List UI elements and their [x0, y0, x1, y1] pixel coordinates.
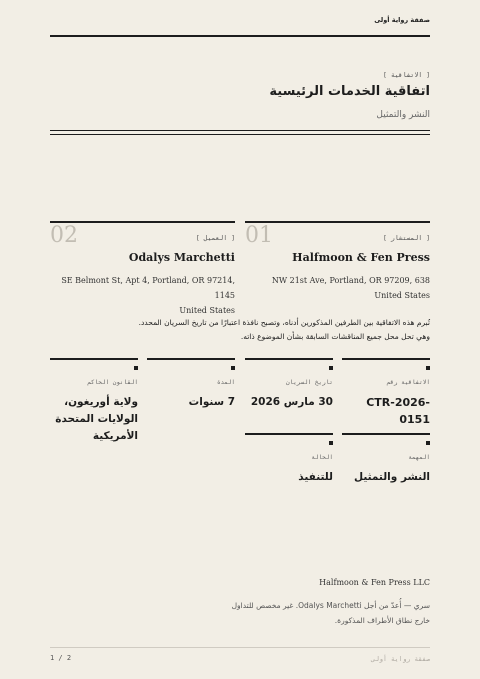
field-value: 30 مارس 2026 — [250, 396, 333, 408]
field-marker — [329, 366, 333, 370]
party-address — [245, 273, 430, 303]
party-address-line: NW 21st Ave, Portland, OR 97209, 638 — [271, 276, 430, 285]
field-marker — [134, 366, 138, 370]
field-agreement-number — [342, 358, 430, 426]
party-role-label: [ العميل ] — [195, 234, 235, 242]
header-brand-label: صفقة رواية أولى — [374, 16, 430, 24]
document-kicker: [ الاتفاقية ] — [383, 71, 430, 79]
field-marker — [426, 366, 430, 370]
footer-rule — [50, 647, 430, 648]
party-name: Halfmoon & Fen Press — [292, 251, 430, 264]
field-value: ولاية أوريغون، الولايات المتحدة الأمريكية — [55, 396, 138, 442]
field-value: 7 سنوات — [188, 396, 235, 408]
party-address-country: United States — [179, 306, 235, 315]
party-name: Odalys Marchetti — [128, 251, 235, 264]
field-marker — [329, 441, 333, 445]
party-consultant — [245, 221, 430, 301]
party-address-country: United States — [374, 291, 430, 300]
party-address — [50, 273, 235, 318]
field-label: القانون الحاكم — [87, 379, 138, 386]
field-status — [245, 433, 333, 493]
confidentiality-notice — [230, 598, 430, 628]
field-effective-date — [245, 358, 333, 418]
party-address-line: SE Belmont St, Apt 4, Portland, OR 97214, 1145 — [61, 276, 235, 300]
party-number: 02 — [50, 223, 78, 248]
confidentiality-line: سري — أُعدّ من أجل Odalys Marchetti. غير مخصص للتداول — [231, 601, 430, 610]
page-indicator: 1 / 2 — [50, 654, 72, 662]
field-governing-law — [50, 358, 138, 442]
field-label: المهمة — [408, 454, 430, 461]
footer-doc-label: صفقة رواية أولى — [371, 655, 430, 663]
confidentiality-line: خارج نطاق الأطراف المذكورة. — [334, 616, 430, 625]
document-title: اتفاقية الخدمات الرئيسية — [269, 84, 430, 99]
party-number: 01 — [245, 223, 273, 248]
document-page — [50, 0, 430, 679]
header-rule — [50, 35, 430, 37]
party-client — [50, 221, 235, 315]
field-label: الاتفاقية رقم — [386, 379, 430, 386]
field-marker — [426, 441, 430, 445]
field-term — [147, 358, 235, 418]
title-double-rule — [50, 130, 430, 135]
field-label: الحالة — [311, 454, 333, 461]
field-marker — [231, 366, 235, 370]
preamble-line: وهي تحل محل جميع المناقشات السابقة بشأن الموضوع ذاته. — [240, 332, 430, 341]
field-value: النشر والتمثيل — [353, 471, 430, 483]
document-subtitle: النشر والتمثيل — [376, 110, 430, 120]
agreement-preamble — [130, 316, 430, 344]
issuer-name: Halfmoon & Fen Press LLC — [319, 578, 430, 587]
preamble-line: تُبرم هذه الاتفاقية بين الطرفين المذكورين أدناه، وتصبح نافذة اعتبارًا من تاريخ السريان المحدد. — [138, 318, 430, 327]
field-engagement — [342, 433, 430, 493]
field-label: تاريخ السريان — [286, 379, 333, 386]
field-label: المدة — [216, 379, 235, 386]
field-value: للتنفيذ — [298, 471, 333, 483]
field-value: CTR-2026-0151 — [366, 396, 430, 426]
party-role-label: [ المستشار ] — [383, 234, 430, 242]
